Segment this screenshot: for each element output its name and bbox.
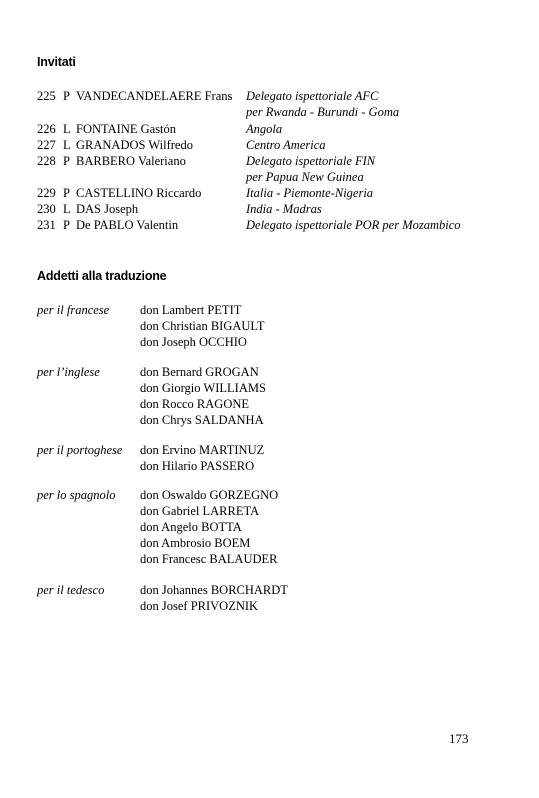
row-category: P — [63, 186, 70, 200]
invitati-row — [0, 153, 539, 169]
translator-row — [0, 302, 539, 318]
translator-name: don Oswaldo GORZEGNO — [140, 488, 279, 502]
translator-row — [0, 412, 539, 428]
row-role: Delegato ispettoriale POR per Mozambico — [246, 218, 461, 232]
translator-name: don Christian BIGAULT — [140, 319, 265, 333]
invitati-row — [0, 88, 539, 104]
translator-row — [0, 458, 539, 474]
translator-name: don Gabriel LARRETA — [140, 504, 260, 518]
row-number: 231 — [37, 218, 56, 232]
row-role: Delegato ispettoriale FIN — [246, 154, 376, 168]
translator-name: don Francesc BALAUDER — [140, 552, 278, 566]
translator-row — [0, 442, 539, 458]
translator-row — [0, 318, 539, 334]
translator-row — [0, 535, 539, 551]
row-role: per Rwanda - Burundi - Goma — [246, 105, 400, 119]
translator-name: don Lambert PETIT — [140, 303, 242, 317]
language-label: per l’inglese — [37, 365, 100, 379]
translator-row — [0, 582, 539, 598]
translator-name: don Johannes BORCHARDT — [140, 583, 288, 597]
row-number: 229 — [37, 186, 56, 200]
language-label: per il tedesco — [37, 583, 105, 597]
translator-name: don Josef PRIVOZNIK — [140, 599, 259, 613]
translator-name: don Ervino MARTINUZ — [140, 443, 265, 457]
translator-row — [0, 487, 539, 503]
row-category: P — [63, 218, 70, 232]
translator-name: don Bernard GROGAN — [140, 365, 259, 379]
translator-name: don Ambrosio BOEM — [140, 536, 251, 550]
translator-name: don Giorgio WILLIAMS — [140, 381, 266, 395]
row-role: Angola — [246, 122, 283, 136]
invitati-heading: Invitati — [37, 55, 76, 69]
translator-row — [0, 519, 539, 535]
invitati-row — [0, 121, 539, 137]
row-number: 227 — [37, 138, 56, 152]
row-role: Italia - Piemonte-Nigeria — [246, 186, 374, 200]
row-name: DAS Joseph — [76, 202, 139, 216]
row-role: India - Madras — [246, 202, 322, 216]
translator-row — [0, 364, 539, 380]
translator-name: don Chrys SALDANHA — [140, 413, 264, 427]
page-number: 173 — [449, 731, 469, 746]
row-category: P — [63, 89, 70, 103]
language-label: per il francese — [37, 303, 110, 317]
translator-row — [0, 598, 539, 614]
row-category: L — [63, 202, 71, 216]
row-role: Delegato ispettoriale AFC — [246, 89, 379, 103]
invitati-row — [0, 201, 539, 217]
translator-name: don Rocco RAGONE — [140, 397, 250, 411]
language-label: per il portoghese — [37, 443, 123, 457]
language-label: per lo spagnolo — [37, 488, 116, 502]
row-name: BARBERO Valeriano — [76, 154, 186, 168]
translator-row — [0, 380, 539, 396]
translator-row — [0, 334, 539, 350]
row-name: FONTAINE Gastón — [76, 122, 177, 136]
row-name: CASTELLINO Riccardo — [76, 186, 202, 200]
row-number: 226 — [37, 122, 56, 136]
row-number: 225 — [37, 89, 56, 103]
invitati-row — [0, 169, 539, 185]
translator-row — [0, 551, 539, 567]
row-category: L — [63, 122, 71, 136]
row-number: 230 — [37, 202, 56, 216]
row-name: GRANADOS Wilfredo — [76, 138, 193, 152]
translator-row — [0, 503, 539, 519]
translator-row — [0, 396, 539, 412]
invitati-row — [0, 104, 539, 120]
traduzione-heading: Addetti alla traduzione — [37, 269, 167, 283]
row-number: 228 — [37, 154, 56, 168]
row-category: P — [63, 154, 70, 168]
invitati-row — [0, 185, 539, 201]
row-role: Centro America — [246, 138, 326, 152]
invitati-row — [0, 137, 539, 153]
translator-name: don Hilario PASSERO — [140, 459, 255, 473]
row-category: L — [63, 138, 71, 152]
row-name: De PABLO Valentin — [76, 218, 179, 232]
translator-name: don Angelo BOTTA — [140, 520, 242, 534]
row-role: per Papua New Guinea — [246, 170, 364, 184]
translator-name: don Joseph OCCHIO — [140, 335, 247, 349]
invitati-row — [0, 217, 539, 233]
row-name: VANDECANDELAERE Frans — [76, 89, 233, 103]
